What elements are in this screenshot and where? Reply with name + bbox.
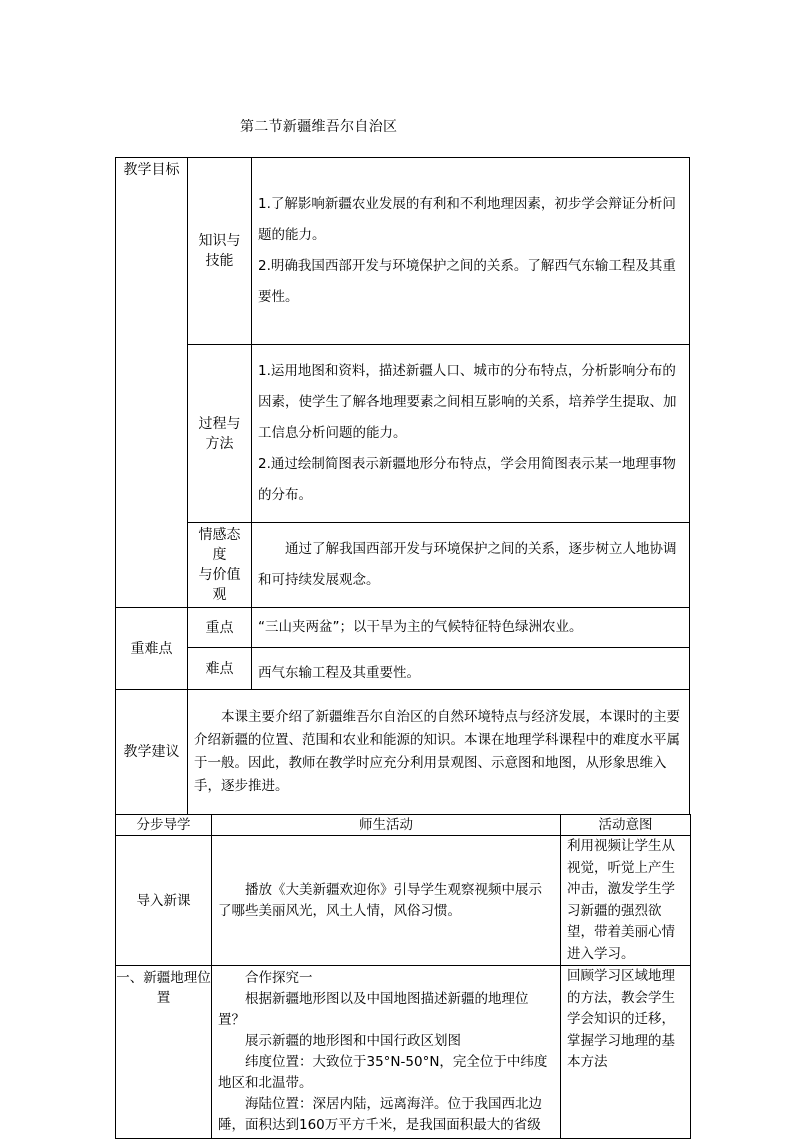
- knowledge-content: [252, 158, 690, 345]
- step-intro: 导入新课: [116, 836, 212, 966]
- knowledge-item-2: 2.明确我国西部开发与环境保护之间的关系。了解西气东输工程及其重要性。: [258, 258, 676, 305]
- process-label: 过程与 方法: [188, 345, 252, 523]
- process-content: [252, 345, 690, 523]
- key-points-label: 重难点: [116, 608, 188, 690]
- objectives-table: [115, 157, 690, 815]
- difficult-label: 难点: [188, 648, 252, 690]
- intent-intro: 利用视频让学生从视觉，听觉上产生冲击，激发学生学习新疆的强烈欲望，带着美丽心情进入学习。: [561, 836, 691, 966]
- header-intent: 活动意图: [561, 815, 691, 836]
- intent-location: 回顾学习区域地理的方法，教会学生学会知识的迁移，掌握学习地理的基本方法: [561, 966, 691, 1139]
- suggestion-content: 本课主要介绍了新疆维吾尔自治区的自然环境特点与经济发展，本课时的主要介绍新疆的位置、范围和农业和能源的知识。本课在地理学科课程中的难度水平属于一般。因此，教师在教学时应充分利用景观图、示意图和地图，从形象思维入手，逐步推进。: [188, 690, 690, 815]
- activity-location: 合作探究一 根据新疆地形图以及中国地图描述新疆的地理位置？ 展示新疆的地形图和中国行政区划图 纬度位置：大致位于35°N-50°N，完全位于中纬度地区和北温带。 海陆位置：深居内陆，远离海洋。位于我国西北边陲，面积达到160万平方千米，是我国面积最大的省级: [212, 966, 561, 1139]
- process-item-2: 2.通过绘制简图表示新疆地形分布特点，学会用简图表示某一地理事物的分布。: [258, 456, 676, 503]
- page-title: 第二节新疆维吾尔自治区: [240, 119, 398, 135]
- objectives-label: 教学目标: [116, 158, 188, 608]
- steps-table: [115, 814, 691, 1139]
- attitude-label: 情感态 度 与价值 观: [188, 523, 252, 608]
- key-content: “三山夹两盆”；以干旱为主的气候特征特色绿洲农业。: [252, 608, 690, 648]
- activity-intro: 播放《大美新疆欢迎你》引导学生观察视频中展示了哪些美丽风光，风土人情，风俗习惯。: [212, 836, 561, 966]
- difficult-content: 西气东输工程及其重要性。: [252, 648, 690, 690]
- knowledge-item-1: 1.了解影响新疆农业发展的有利和不利地理因素，初步学会辩证分析问题的能力。: [258, 196, 676, 243]
- knowledge-label: 知识与 技能: [188, 158, 252, 345]
- header-step: 分步导学: [116, 815, 212, 836]
- key-label: 重点: [188, 608, 252, 648]
- step-location: 一、新疆地理位置: [116, 966, 212, 1139]
- header-activity: 师生活动: [212, 815, 561, 836]
- process-item-1: 1.运用地图和资料，描述新疆人口、城市的分布特点，分析影响分布的因素，使学生了解各地理要素之间相互影响的关系，培养学生提取、加工信息分析问题的能力。: [258, 363, 677, 441]
- suggestion-label: 教学建议: [116, 690, 188, 815]
- attitude-content: 通过了解我国西部开发与环境保护之间的关系，逐步树立人地协调和可持续发展观念。: [252, 523, 690, 608]
